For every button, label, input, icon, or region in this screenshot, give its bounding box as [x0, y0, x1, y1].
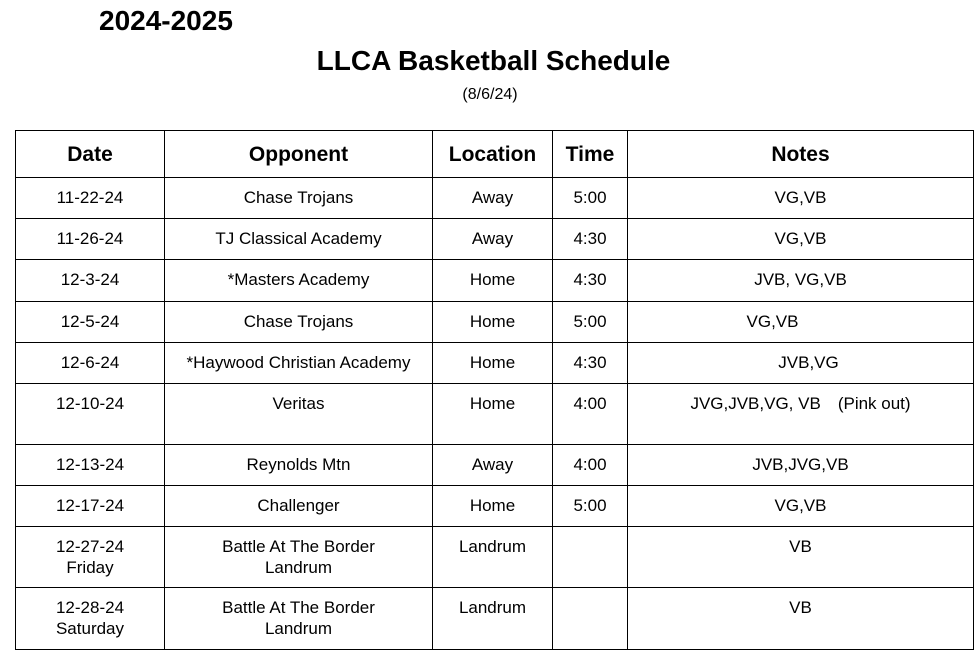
column-header-notes: Notes — [628, 131, 974, 178]
cell-notes — [628, 384, 974, 445]
opponent-text: Battle At The Border — [222, 598, 375, 617]
table-row — [16, 588, 974, 650]
cell-opponent — [165, 588, 433, 650]
cell-time: 4:00 — [553, 445, 628, 486]
revision-date: (8/6/24) — [462, 86, 518, 103]
cell-time: 4:30 — [553, 219, 628, 260]
cell-location: Away — [433, 178, 553, 219]
cell-notes — [628, 343, 974, 384]
cell-location: Home — [433, 486, 553, 527]
column-header-location: Location — [433, 131, 553, 178]
cell-notes: JVB, VG,VB — [628, 260, 974, 302]
cell-time: 5:00 — [553, 178, 628, 219]
cell-time: 5:00 — [553, 486, 628, 527]
page-title: LLCA Basketball Schedule — [316, 45, 671, 76]
opponent-text: Battle At The Border — [222, 537, 375, 556]
cell-opponent: TJ Classical Academy — [165, 219, 433, 260]
cell-opponent: *Masters Academy — [165, 260, 433, 302]
cell-time: 4:00 — [553, 384, 628, 445]
schedule-table — [15, 130, 974, 650]
cell-date — [16, 588, 165, 650]
pink-out-tag: (Pink out) — [837, 394, 911, 413]
cell-location: Home — [433, 384, 553, 445]
cell-date: 12-10-24 — [16, 384, 165, 445]
cell-opponent: Reynolds Mtn — [165, 445, 433, 486]
cell-location: Home — [433, 260, 553, 302]
table-row — [16, 527, 974, 588]
cell-opponent: Chase Trojans — [165, 178, 433, 219]
cell-notes: JVB,JVG,VB — [628, 445, 974, 486]
cell-notes: VG,VB — [628, 178, 974, 219]
cell-opponent — [165, 527, 433, 588]
cell-location: Away — [433, 445, 553, 486]
day-text: Friday — [66, 558, 114, 577]
cell-location: Landrum — [433, 527, 553, 588]
notes-text: VG,VB — [746, 312, 799, 331]
table-row — [16, 302, 974, 343]
table-header-row — [16, 131, 974, 178]
day-text: Saturday — [55, 619, 125, 638]
cell-date: 11-22-24 — [16, 178, 165, 219]
cell-notes: VB — [628, 527, 974, 588]
cell-notes — [628, 302, 974, 343]
table-row — [16, 219, 974, 260]
cell-time: 5:00 — [553, 302, 628, 343]
table-row — [16, 486, 974, 527]
date-text: 12-28-24 — [55, 598, 125, 617]
column-header-opponent: Opponent — [165, 131, 433, 178]
cell-notes: VB — [628, 588, 974, 650]
table-row — [16, 343, 974, 384]
cell-location: Home — [433, 343, 553, 384]
column-header-date: Date — [16, 131, 165, 178]
notes-text: JVB,VG — [778, 353, 839, 372]
cell-date: 12-6-24 — [16, 343, 165, 384]
cell-opponent: Challenger — [165, 486, 433, 527]
cell-date: 12-17-24 — [16, 486, 165, 527]
cell-location: Home — [433, 302, 553, 343]
cell-time: 4:30 — [553, 343, 628, 384]
cell-time: 4:30 — [553, 260, 628, 302]
cell-location: Landrum — [433, 588, 553, 650]
cell-date — [16, 527, 165, 588]
cell-location: Away — [433, 219, 553, 260]
column-header-time: Time — [553, 131, 628, 178]
cell-date: 12-5-24 — [16, 302, 165, 343]
date-text: 12-27-24 — [55, 537, 125, 556]
opponent-subtext: Landrum — [264, 558, 333, 577]
table-row — [16, 260, 974, 302]
cell-opponent: *Haywood Christian Academy — [165, 343, 433, 384]
cell-time — [553, 588, 628, 650]
cell-notes: VG,VB — [628, 486, 974, 527]
notes-text: JVG,JVB,VG, VB — [690, 394, 821, 413]
opponent-subtext: Landrum — [264, 619, 333, 638]
cell-date: 12-13-24 — [16, 445, 165, 486]
table-row — [16, 178, 974, 219]
cell-notes: VG,VB — [628, 219, 974, 260]
cell-opponent: Chase Trojans — [165, 302, 433, 343]
cell-time — [553, 527, 628, 588]
cell-date: 11-26-24 — [16, 219, 165, 260]
table-row — [16, 384, 974, 445]
cell-date: 12-3-24 — [16, 260, 165, 302]
cell-opponent: Veritas — [165, 384, 433, 445]
season-heading: 2024-2025 — [99, 5, 233, 36]
table-row — [16, 445, 974, 486]
